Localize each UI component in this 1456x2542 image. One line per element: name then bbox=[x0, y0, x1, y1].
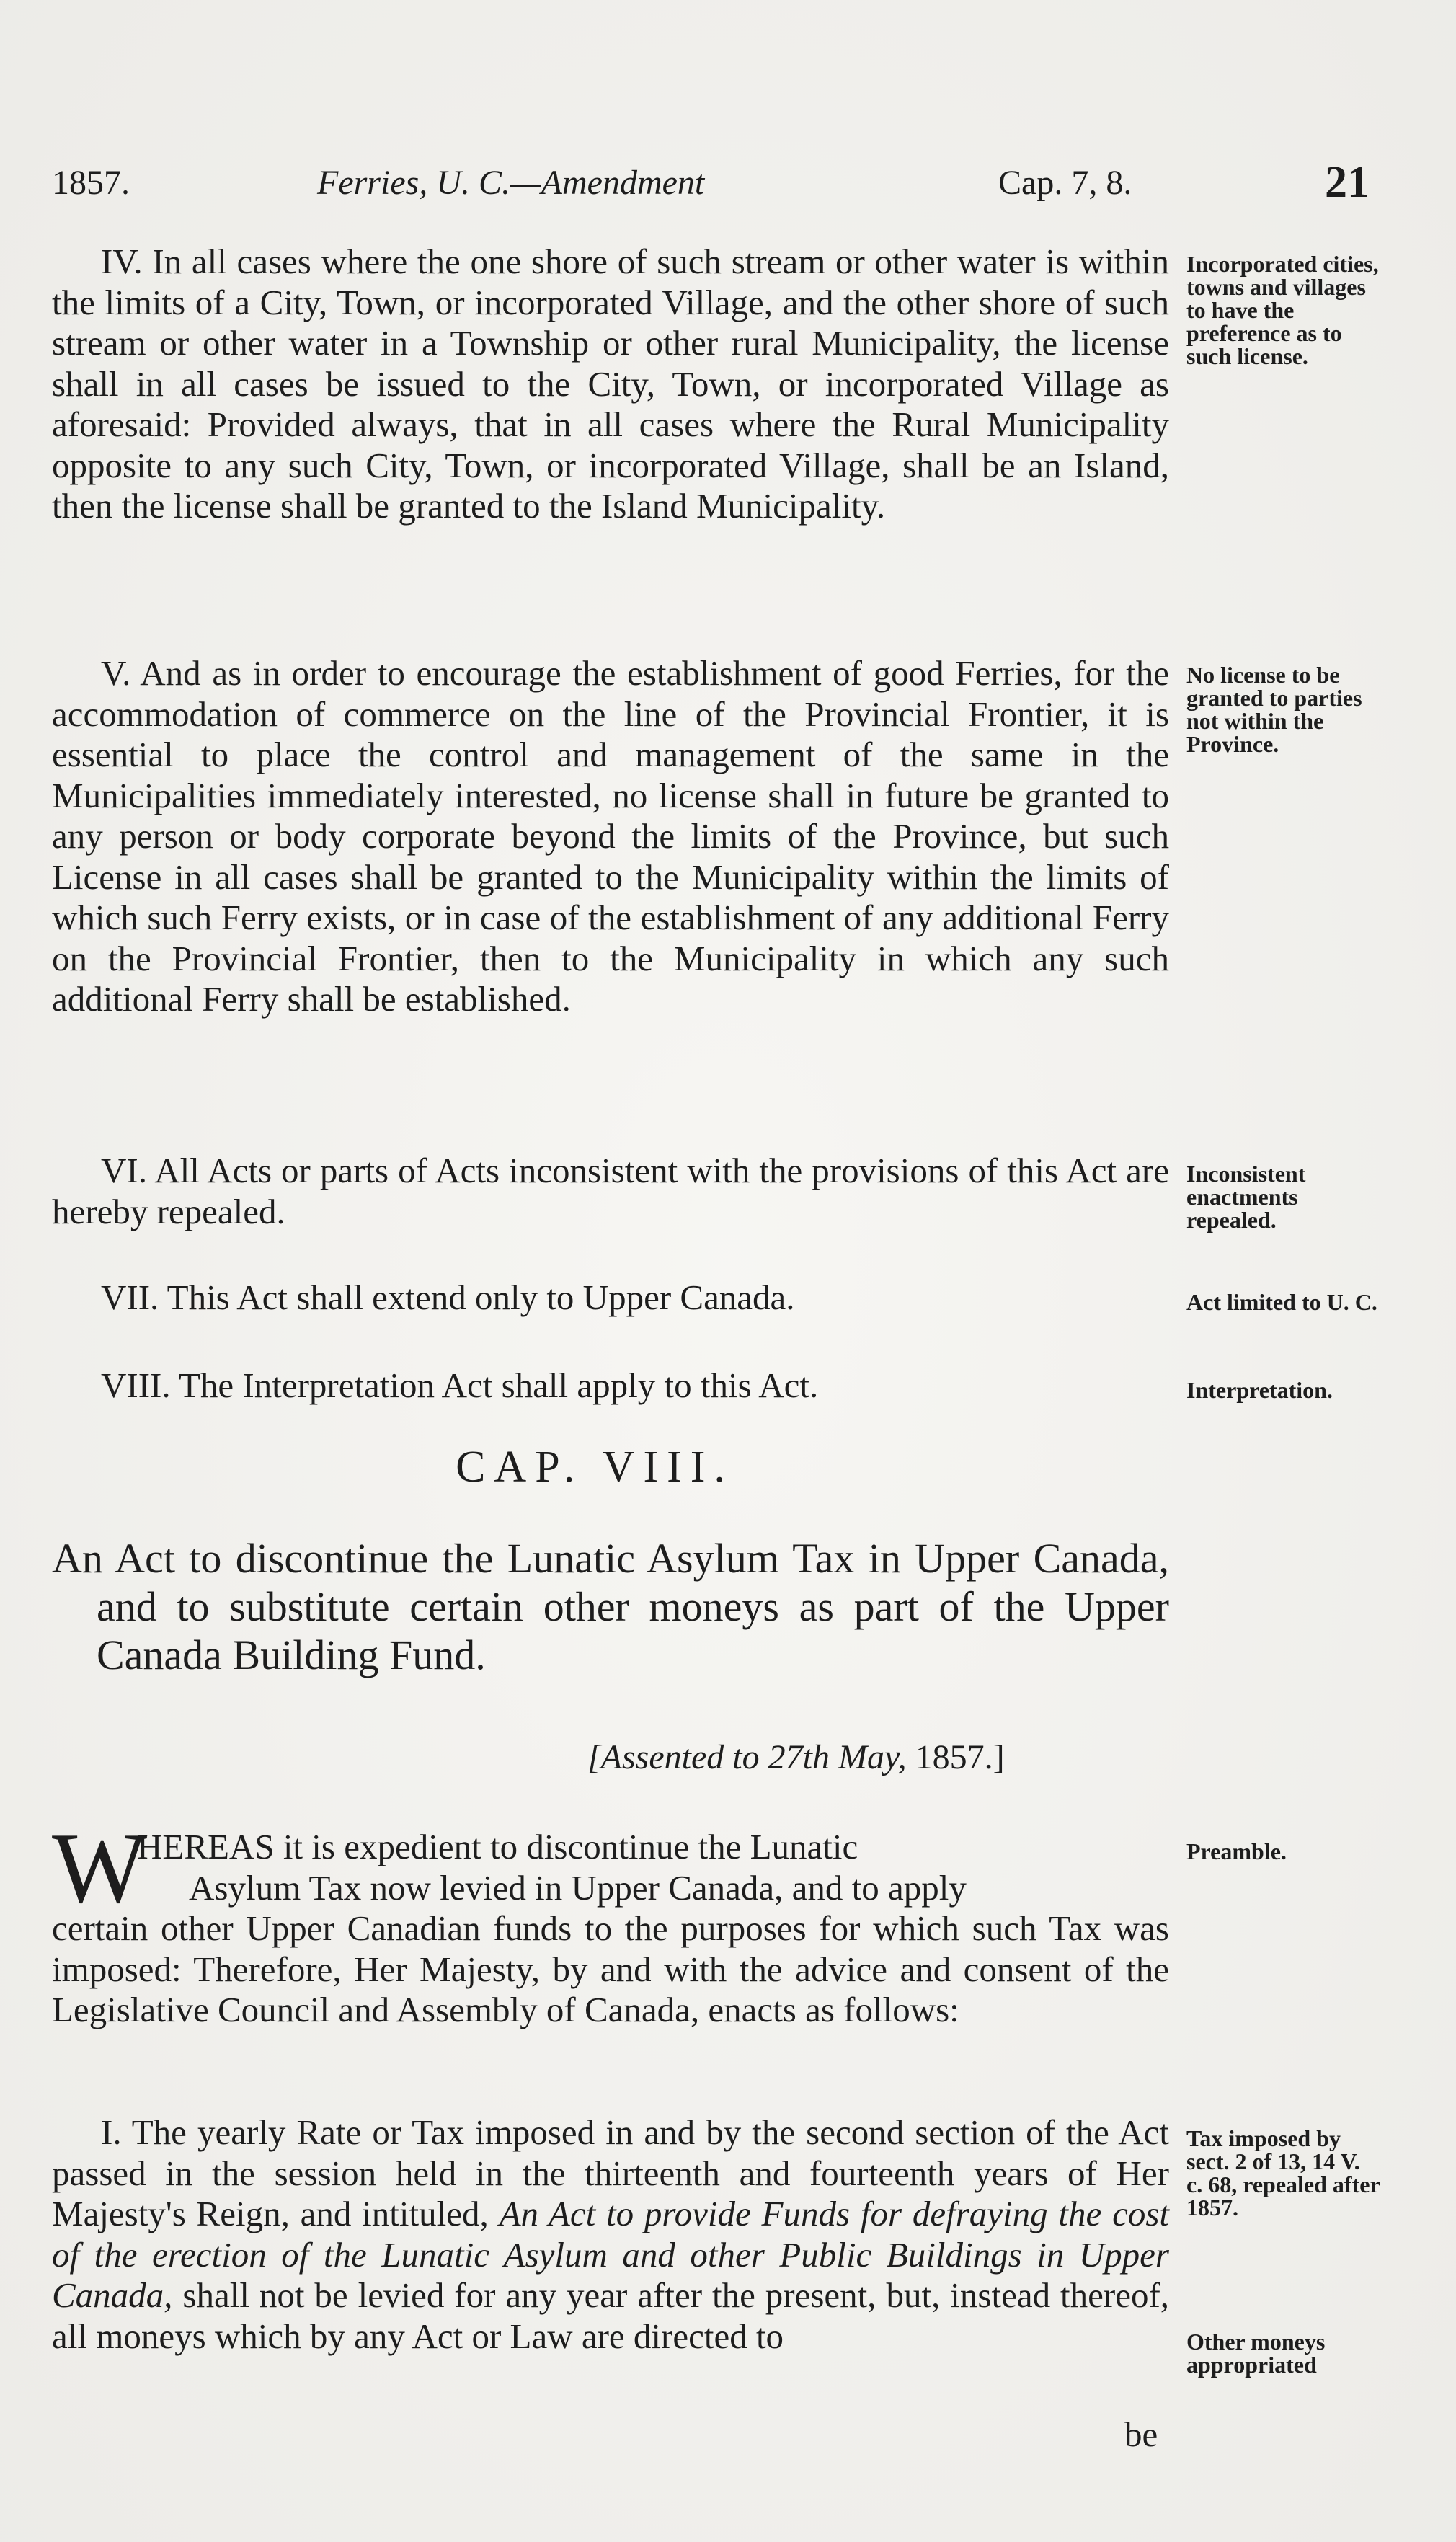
assented-date bbox=[587, 1737, 1005, 1777]
marginal-note-7: Act limited to U. C. bbox=[1186, 1289, 1377, 1315]
marginal-note-5: No license to be granted to parties not within the Province. bbox=[1186, 662, 1362, 757]
section-4-text: IV. In all cases where the one shore of such stream or other water is within the limits of a City, Town, or incorporated Village, and the other shore of such stream or other water in a Township or other rural Municipality, the license shall in all cases be issued to the City, Town, or incorporated Village as aforesaid: Provided always, that in all cases where the Rural Municipality opposite to any such City, Town, or incorporated Village, shall be an Island, then the license shall be granted to the Island Municipality. bbox=[52, 242, 1169, 526]
preamble-line-1: HEREAS it is expedient to discontinue the Lunatic bbox=[137, 1827, 858, 1866]
section-7-text: VII. This Act shall extend only to Upper Canada. bbox=[101, 1277, 795, 1317]
marginal-note-6: Inconsistent enactments repealed. bbox=[1186, 1161, 1306, 1233]
marginal-note-4: Incorporated cities, towns and villages to have the preference as to such license. bbox=[1186, 251, 1379, 369]
section-1-text-after: shall not be levied for any year after the present, but, instead thereof, all moneys which by any Act or Law are directed to bbox=[52, 2275, 1170, 2356]
section-8-text: VIII. The Interpretation Act shall apply to this Act. bbox=[101, 1365, 819, 1405]
marginal-note-1b: Other moneys appropriated bbox=[1186, 2329, 1326, 2378]
section-6 bbox=[52, 1151, 1169, 1232]
header-title: Ferries, U. C.—Amendment bbox=[317, 164, 705, 202]
header-chapter: Cap. 7, 8. bbox=[998, 164, 1132, 202]
assented-year: 1857.] bbox=[915, 1738, 1005, 1776]
catchword: be bbox=[1124, 2414, 1158, 2454]
section-1-text-before: I. The yearly Rate or Tax imposed in and by the second section of the Act passed in the session held in the thirteenth and fourteenth years of Her Majesty's Reign, and intituled, bbox=[52, 2112, 1169, 2233]
marginal-note-1a: Tax imposed by sect. 2 of 13, 14 V. c. 68, repealed after 1857. bbox=[1186, 2125, 1380, 2220]
assented-text: [Assented to 27th May, bbox=[587, 1738, 907, 1776]
preamble-text: certain other Upper Canadian funds to the purposes for which such Tax was imposed: Therefore, Her Majesty, by and with the advice and consent of the Legislative Council and Assembly of Canada, enacts as follows: bbox=[52, 1908, 1169, 2029]
section-5 bbox=[52, 653, 1169, 1020]
drop-cap: W bbox=[52, 1812, 148, 1924]
section-8 bbox=[52, 1365, 1169, 1407]
act-title: An Act to discontinue the Lunatic Asylum Tax in Upper Canada, and to substitute certain other moneys as part of the Upper Canada Building Fund. bbox=[52, 1535, 1169, 1678]
chapter-heading: CAP. VIII. bbox=[456, 1443, 734, 1492]
preamble bbox=[52, 1812, 1169, 2031]
marginal-note-8: Interpretation. bbox=[1186, 1377, 1333, 1403]
section-1-italic-title: An Act to provide Funds for defraying the cost of the erection of the Lunatic Asylum and other Public Buildings in Upper Canada, bbox=[52, 2194, 1170, 2315]
section-7 bbox=[52, 1277, 1169, 1319]
page-number: 21 bbox=[1325, 158, 1370, 207]
section-6-text: VI. All Acts or parts of Acts inconsistent with the provisions of this Act are hereby repealed. bbox=[52, 1151, 1169, 1231]
preamble-line-2: Asylum Tax now levied in Upper Canada, and to apply bbox=[189, 1867, 967, 1908]
section-5-text: V. And as in order to encourage the establishment of good Ferries, for the accommodation of commerce on the line of the Provincial Frontier, it is essential to place the control and management of the same in the Municipalities immediately interested, no license shall in future be granted to any person or body corporate beyond the limits of the Province, but such License in all cases shall be granted to the Municipality within the limits of which such Ferry exists, or in case of the establishment of any additional Ferry on the Provincial Frontier, then to the Municipality in which any such additional Ferry shall be established. bbox=[52, 653, 1169, 1019]
section-4 bbox=[52, 242, 1169, 527]
marginal-note-preamble: Preamble. bbox=[1186, 1838, 1287, 1864]
header-year: 1857. bbox=[52, 164, 130, 202]
section-1 bbox=[52, 2112, 1169, 2357]
